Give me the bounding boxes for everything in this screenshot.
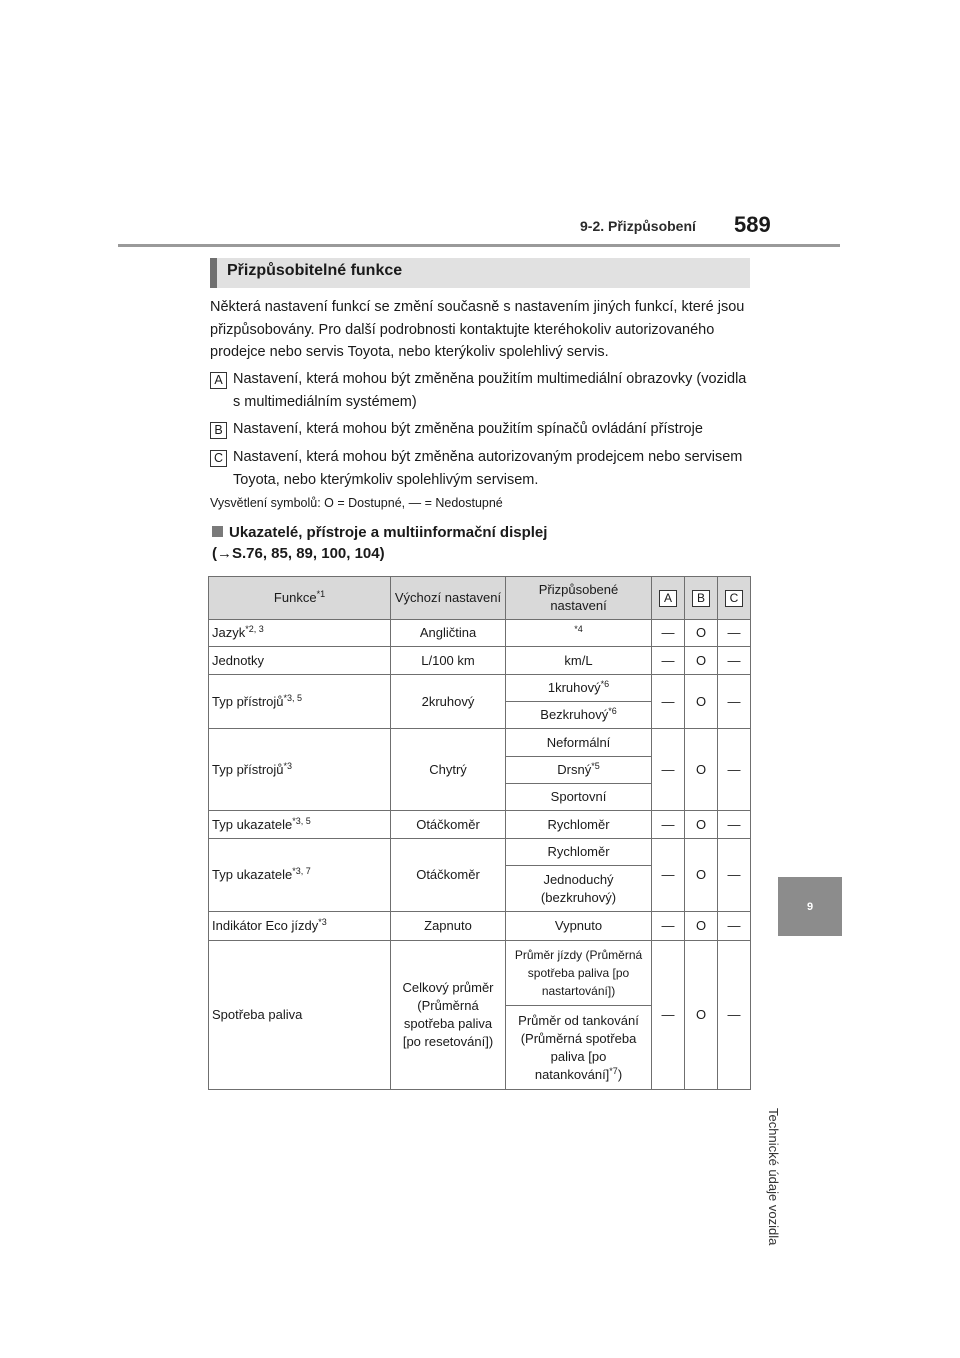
custom-functions-table xyxy=(208,576,751,1090)
chapter-number: 9 xyxy=(806,901,814,913)
cell-custom: 1kruhový$^{*6}$ xyxy=(506,675,652,702)
cell-a: — xyxy=(652,941,685,1090)
cell-b: O xyxy=(685,941,718,1090)
cell-custom: Jednoduchý (bezkruhový) xyxy=(506,866,652,912)
cell-vychozi: Otáčkoměr xyxy=(391,811,506,839)
legend-key-a: A xyxy=(210,372,227,389)
cell-funkce: Jednotky xyxy=(209,647,391,675)
table-row xyxy=(209,941,751,1006)
cell-b: O xyxy=(685,839,718,912)
header-c: C xyxy=(718,577,751,620)
cell-c: — xyxy=(718,912,751,941)
cell-a: — xyxy=(652,839,685,912)
cell-b: O xyxy=(685,729,718,811)
legend-text-b: Nastavení, která mohou být změněna použitím spínačů ovládání přístroje xyxy=(233,421,703,437)
cell-custom: Bezkruhový$^{*6}$ xyxy=(506,702,652,729)
legend-key-c: C xyxy=(210,450,227,467)
table-row xyxy=(209,839,751,866)
cell-custom: Drsný$^{*5}$ xyxy=(506,757,652,784)
cell-custom: Vypnuto xyxy=(506,912,652,941)
header-b: B xyxy=(685,577,718,620)
table-header-row xyxy=(209,577,751,620)
cell-c: — xyxy=(718,811,751,839)
header-prizpusobene: Přizpůsobené nastavení xyxy=(506,577,652,620)
cell-funkce: Typ přístrojů$^{*3, 5}$ xyxy=(209,675,391,729)
cell-c: — xyxy=(718,839,751,912)
subheading-page-ref: (→S.76, 85, 89, 100, 104) xyxy=(212,545,385,562)
table-row xyxy=(209,675,751,702)
legend-text-c: Nastavení, která mohou být změněna autorizovaným prodejcem nebo servisem Toyota, nebo kterýmkoliv spolehlivým servisem. xyxy=(233,449,743,488)
table-row xyxy=(209,729,751,757)
table-row xyxy=(209,912,751,941)
cell-vychozi: Angličtina xyxy=(391,620,506,647)
chapter-side-label: Technické údaje vozidla xyxy=(766,1108,781,1246)
cell-vychozi: L/100 km xyxy=(391,647,506,675)
cell-c: — xyxy=(718,729,751,811)
cell-a: — xyxy=(652,912,685,941)
header-a: A xyxy=(652,577,685,620)
intro-paragraph: Některá nastavení funkcí se změní současně s nastavením jiných funkcí, které jsou přizpůsobovány. Pro další podrobnosti kontaktujte kteréhokoliv autorizovaného prodejce nebo servis Toyota, nebo kterýkoliv spolehlivý servis. xyxy=(210,299,745,360)
cell-funkce: Typ přístrojů$^{*3}$ xyxy=(209,729,391,811)
header-funkce: Funkce$^{*1}$ xyxy=(209,577,391,620)
cell-funkce: Typ ukazatele$^{*3, 5}$ xyxy=(209,811,391,839)
cell-custom: Průměr jízdy (Průměrná spotřeba paliva [po nastartování]) xyxy=(506,941,652,1006)
header-rule xyxy=(118,244,840,247)
cell-custom: Rychloměr xyxy=(506,839,652,866)
cell-custom: Průměr od tankování (Průměrná spotřeba paliva [po natankování]$^{*7}$) xyxy=(506,1006,652,1090)
square-bullet-icon xyxy=(212,526,223,537)
cell-funkce: Jazyk$^{*2, 3}$ xyxy=(209,620,391,647)
cell-a: — xyxy=(652,729,685,811)
chapter-side-tab xyxy=(778,877,842,936)
subheading xyxy=(212,522,547,564)
cell-funkce: Indikátor Eco jízdy$^{*3}$ xyxy=(209,912,391,941)
cell-b: O xyxy=(685,912,718,941)
cell-custom: km/L xyxy=(506,647,652,675)
cell-vychozi: 2kruhový xyxy=(391,675,506,729)
page-number: 589 xyxy=(734,212,771,237)
cell-a: — xyxy=(652,811,685,839)
cell-b: O xyxy=(685,647,718,675)
cell-custom: Sportovní xyxy=(506,784,652,811)
cell-a: — xyxy=(652,675,685,729)
cell-custom: *4 xyxy=(506,620,652,647)
cell-b: O xyxy=(685,811,718,839)
cell-vychozi: Celkový průměr (Průměrná spotřeba paliva [po resetování]) xyxy=(391,941,506,1090)
section-title: Přizpůsobitelné funkce xyxy=(227,262,403,279)
legend-key-b: B xyxy=(210,422,227,439)
cell-b: O xyxy=(685,675,718,729)
cell-c: — xyxy=(718,620,751,647)
cell-custom: Neformální xyxy=(506,729,652,757)
cell-c: — xyxy=(718,675,751,729)
cell-c: — xyxy=(718,647,751,675)
cell-vychozi: Zapnuto xyxy=(391,912,506,941)
header-vychozi: Výchozí nastavení xyxy=(391,577,506,620)
table-row xyxy=(209,620,751,647)
table-row xyxy=(209,647,751,675)
cell-vychozi: Otáčkoměr xyxy=(391,839,506,912)
cell-funkce: Spotřeba paliva xyxy=(209,941,391,1090)
cell-b: O xyxy=(685,620,718,647)
legend-text-a: Nastavení, která mohou být změněna použitím multimediální obrazovky (vozidla s multimediálním systémem) xyxy=(233,371,747,410)
cell-a: — xyxy=(652,647,685,675)
symbols-note: Vysvětlení symbolů: O = Dostupné, — = Nedostupné xyxy=(210,496,503,510)
running-header-section: 9-2. Přizpůsobení xyxy=(580,218,696,234)
cell-a: — xyxy=(652,620,685,647)
subheading-title: Ukazatelé, přístroje a multiinformační displej xyxy=(229,524,548,541)
cell-c: — xyxy=(718,941,751,1090)
cell-custom: Rychloměr xyxy=(506,811,652,839)
cell-funkce: Typ ukazatele$^{*3, 7}$ xyxy=(209,839,391,912)
cell-vychozi: Chytrý xyxy=(391,729,506,811)
table-row xyxy=(209,811,751,839)
section-title-bar xyxy=(210,258,750,288)
